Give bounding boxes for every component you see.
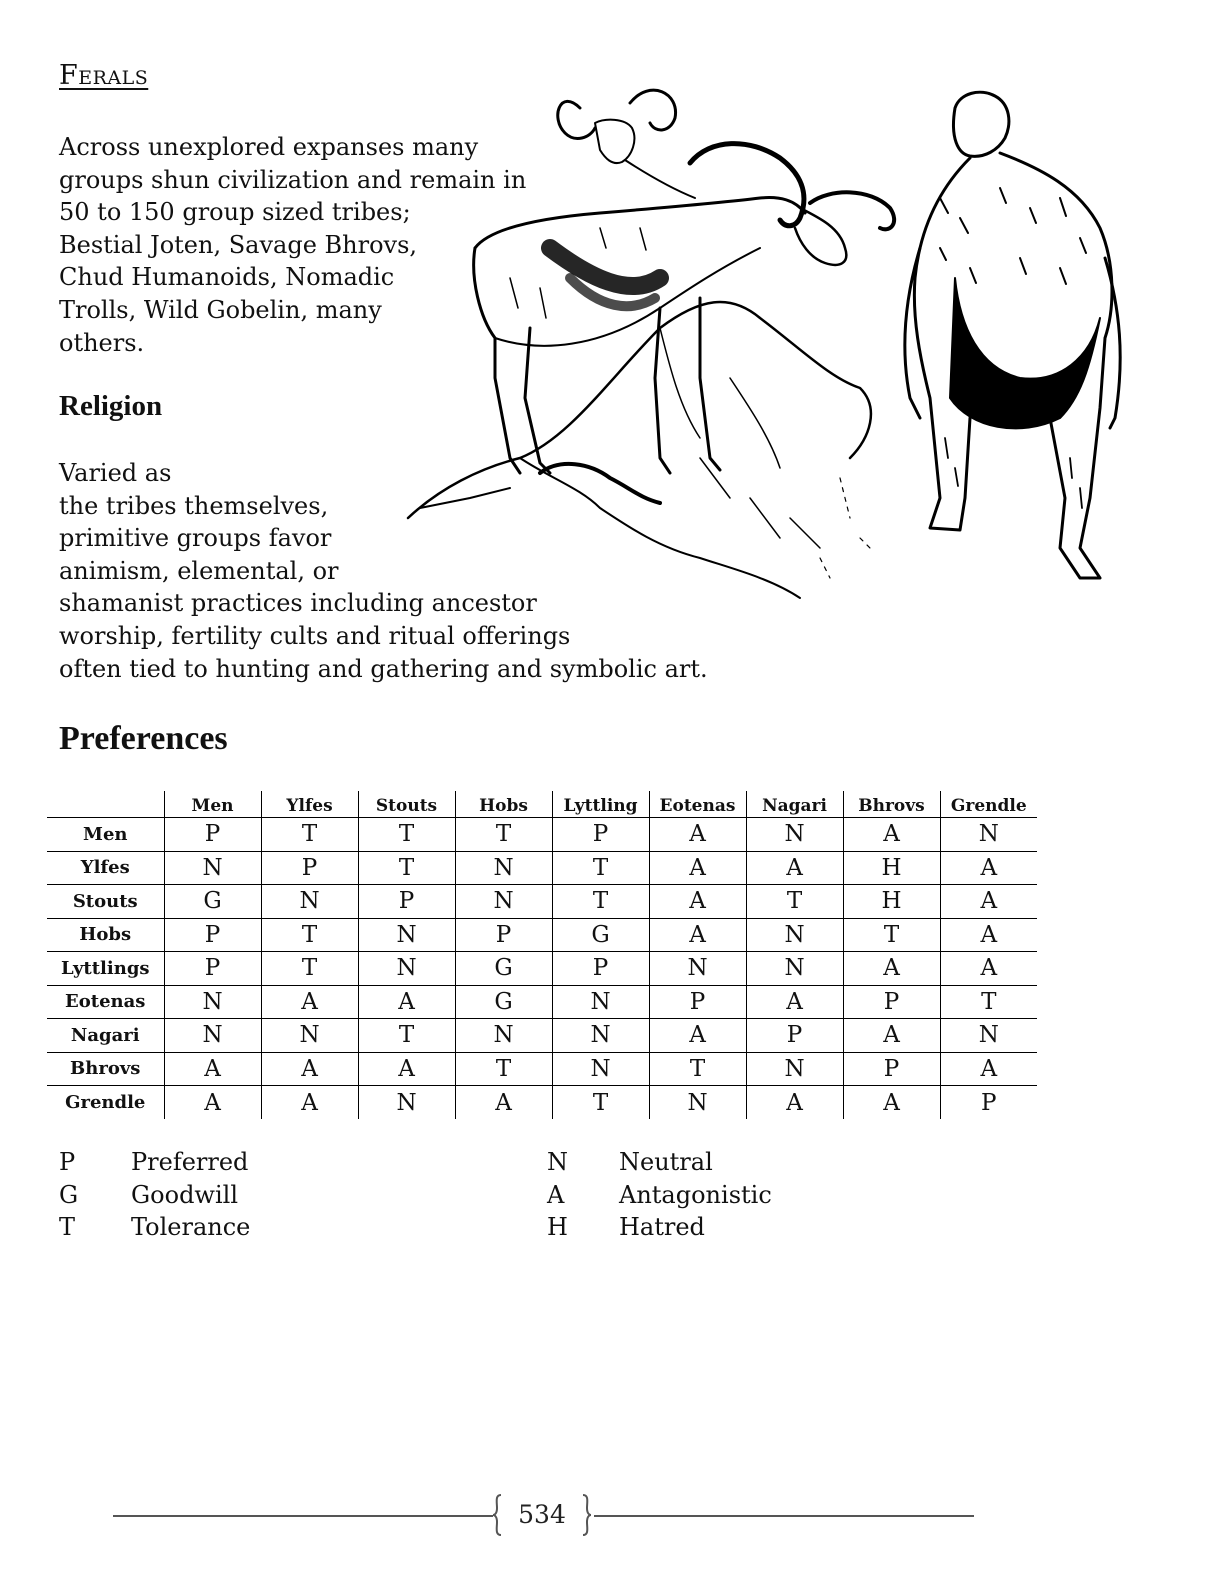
table-cell: A	[261, 1086, 358, 1120]
row-header: Lyttlings	[47, 952, 164, 986]
column-header: Grendle	[940, 791, 1037, 818]
preferences-table	[47, 791, 1037, 1119]
table-cell: N	[358, 918, 455, 952]
intro-line: others.	[59, 328, 145, 357]
table-cell: A	[843, 818, 940, 852]
table-cell: P	[843, 985, 940, 1019]
table-row	[47, 818, 1037, 852]
table-row	[47, 952, 1037, 986]
legend-meaning: Hatred	[619, 1213, 705, 1242]
table-cell: A	[649, 918, 746, 952]
table-cell: N	[358, 952, 455, 986]
table-cell: A	[455, 1086, 552, 1120]
legend-left	[59, 1146, 250, 1244]
legend-item	[547, 1211, 772, 1244]
legend-code: P	[59, 1148, 76, 1176]
row-header: Hobs	[47, 918, 164, 952]
intro-line: groups shun civilization and remain in	[59, 165, 527, 194]
column-header: Bhrovs	[843, 791, 940, 818]
table-cell: P	[552, 952, 649, 986]
column-header: Hobs	[455, 791, 552, 818]
legend-code: H	[547, 1213, 568, 1242]
religion-line: Varied as	[59, 459, 172, 487]
intro-line: Bestial Joten, Savage Bhrovs,	[59, 230, 418, 259]
table-cell: T	[455, 818, 552, 852]
table-cell: A	[164, 1052, 261, 1086]
table-cell: H	[843, 885, 940, 919]
table-row	[47, 851, 1037, 885]
table-cell: T	[552, 851, 649, 885]
column-header: Stouts	[358, 791, 455, 818]
religion-line: shamanist practices including ancestor	[59, 589, 537, 618]
table-cell: A	[649, 1019, 746, 1053]
table-cell: A	[358, 1052, 455, 1086]
table-cell: N	[552, 1052, 649, 1086]
table-cell: G	[455, 985, 552, 1019]
table-cell: T	[261, 818, 358, 852]
table-cell: P	[455, 918, 552, 952]
table-cell: T	[358, 1019, 455, 1053]
table-cell: N	[940, 1019, 1037, 1053]
row-header: Grendle	[47, 1086, 164, 1120]
legend-right	[547, 1146, 772, 1244]
table-cell: N	[455, 885, 552, 919]
table-cell: P	[649, 985, 746, 1019]
table-cell: T	[455, 1052, 552, 1086]
table-cell: A	[940, 885, 1037, 919]
table-header-row	[47, 791, 1037, 818]
table-cell: T	[940, 985, 1037, 1019]
table-cell: A	[940, 918, 1037, 952]
table-cell: N	[649, 952, 746, 986]
table-cell: N	[552, 1019, 649, 1053]
table-cell: N	[746, 818, 843, 852]
religion-line: animism, elemental, or	[59, 556, 339, 585]
table-cell: A	[940, 851, 1037, 885]
intro-line: Across unexplored expanses many	[59, 133, 479, 161]
legend-item	[59, 1146, 250, 1179]
legend-code: T	[59, 1213, 76, 1242]
column-header: Ylfes	[261, 791, 358, 818]
legend-meaning: Tolerance	[131, 1213, 251, 1242]
table-row	[47, 1019, 1037, 1053]
table-cell: A	[746, 985, 843, 1019]
table-row	[47, 885, 1037, 919]
preferences-heading: Preferences	[59, 720, 228, 757]
row-header: Nagari	[47, 1019, 164, 1053]
table-cell: N	[552, 985, 649, 1019]
table-cell: A	[649, 885, 746, 919]
column-header: Nagari	[746, 791, 843, 818]
row-header: Men	[47, 818, 164, 852]
table-corner	[47, 791, 164, 818]
table-cell: N	[940, 818, 1037, 852]
table-row	[47, 918, 1037, 952]
table-cell: A	[843, 1086, 940, 1120]
table-cell: A	[746, 1086, 843, 1120]
table-cell: P	[746, 1019, 843, 1053]
table-cell: N	[164, 851, 261, 885]
table-cell: N	[649, 1086, 746, 1120]
table-cell: A	[649, 851, 746, 885]
legend-meaning: Neutral	[619, 1148, 713, 1176]
table-cell: N	[455, 851, 552, 885]
table-cell: T	[552, 885, 649, 919]
table-cell: N	[746, 952, 843, 986]
table-cell: N	[164, 1019, 261, 1053]
table-cell: A	[649, 818, 746, 852]
table-cell: G	[164, 885, 261, 919]
table-cell: A	[940, 952, 1037, 986]
table-cell: T	[746, 885, 843, 919]
intro-line: Chud Humanoids, Nomadic	[59, 263, 395, 292]
table-row	[47, 1086, 1037, 1120]
row-header: Eotenas	[47, 985, 164, 1019]
legend-code: N	[547, 1148, 568, 1176]
religion-line: the tribes themselves,	[59, 491, 329, 520]
table-cell: H	[843, 851, 940, 885]
column-header: Eotenas	[649, 791, 746, 818]
column-header: Men	[164, 791, 261, 818]
table-cell: P	[940, 1086, 1037, 1120]
religion-heading: Religion	[59, 390, 163, 422]
table-cell: N	[455, 1019, 552, 1053]
table-cell: A	[261, 1052, 358, 1086]
table-cell: A	[358, 985, 455, 1019]
table-cell: G	[455, 952, 552, 986]
table-cell: A	[843, 952, 940, 986]
intro-line: 50 to 150 group sized tribes;	[59, 198, 411, 227]
page-number: 534	[518, 1500, 566, 1529]
table-cell: T	[552, 1086, 649, 1120]
table-cell: N	[358, 1086, 455, 1120]
table-cell: A	[843, 1019, 940, 1053]
table-cell: A	[261, 985, 358, 1019]
legend-meaning: Antagonistic	[619, 1180, 772, 1209]
table-cell: N	[746, 1052, 843, 1086]
table-cell: A	[746, 851, 843, 885]
row-header: Stouts	[47, 885, 164, 919]
table-cell: A	[164, 1086, 261, 1120]
legend-code: G	[59, 1180, 79, 1209]
table-cell: P	[358, 885, 455, 919]
section-title: Ferals	[59, 60, 149, 91]
table-cell: P	[164, 818, 261, 852]
legend-item	[547, 1179, 772, 1212]
table-cell: T	[358, 818, 455, 852]
table-cell: P	[164, 918, 261, 952]
religion-line: worship, fertility cults and ritual offerings	[59, 621, 571, 650]
table-cell: T	[843, 918, 940, 952]
table-cell: N	[746, 918, 843, 952]
legend-item	[59, 1179, 250, 1212]
table-cell: P	[164, 952, 261, 986]
row-header: Bhrovs	[47, 1052, 164, 1086]
intro-line: Trolls, Wild Gobelin, many	[59, 295, 382, 324]
religion-line: often tied to hunting and gathering and symbolic art.	[59, 654, 708, 683]
table-cell: P	[552, 818, 649, 852]
table-cell: P	[843, 1052, 940, 1086]
table-cell: N	[261, 1019, 358, 1053]
table-cell: N	[164, 985, 261, 1019]
table-cell: N	[261, 885, 358, 919]
table-cell: A	[940, 1052, 1037, 1086]
table-cell: T	[649, 1052, 746, 1086]
legend-item	[547, 1146, 772, 1179]
legend-item	[59, 1211, 250, 1244]
table-cell: G	[552, 918, 649, 952]
legend-meaning: Preferred	[131, 1148, 249, 1176]
legend-meaning: Goodwill	[131, 1180, 239, 1209]
table-cell: P	[261, 851, 358, 885]
legend-code: A	[547, 1180, 565, 1209]
table-cell: T	[261, 952, 358, 986]
table-cell: T	[358, 851, 455, 885]
row-header: Ylfes	[47, 851, 164, 885]
religion-line: primitive groups favor	[59, 524, 332, 553]
table-cell: T	[261, 918, 358, 952]
table-row	[47, 985, 1037, 1019]
column-header: Lyttling	[552, 791, 649, 818]
table-row	[47, 1052, 1037, 1086]
rams-and-wildman-illustration	[400, 78, 1160, 618]
